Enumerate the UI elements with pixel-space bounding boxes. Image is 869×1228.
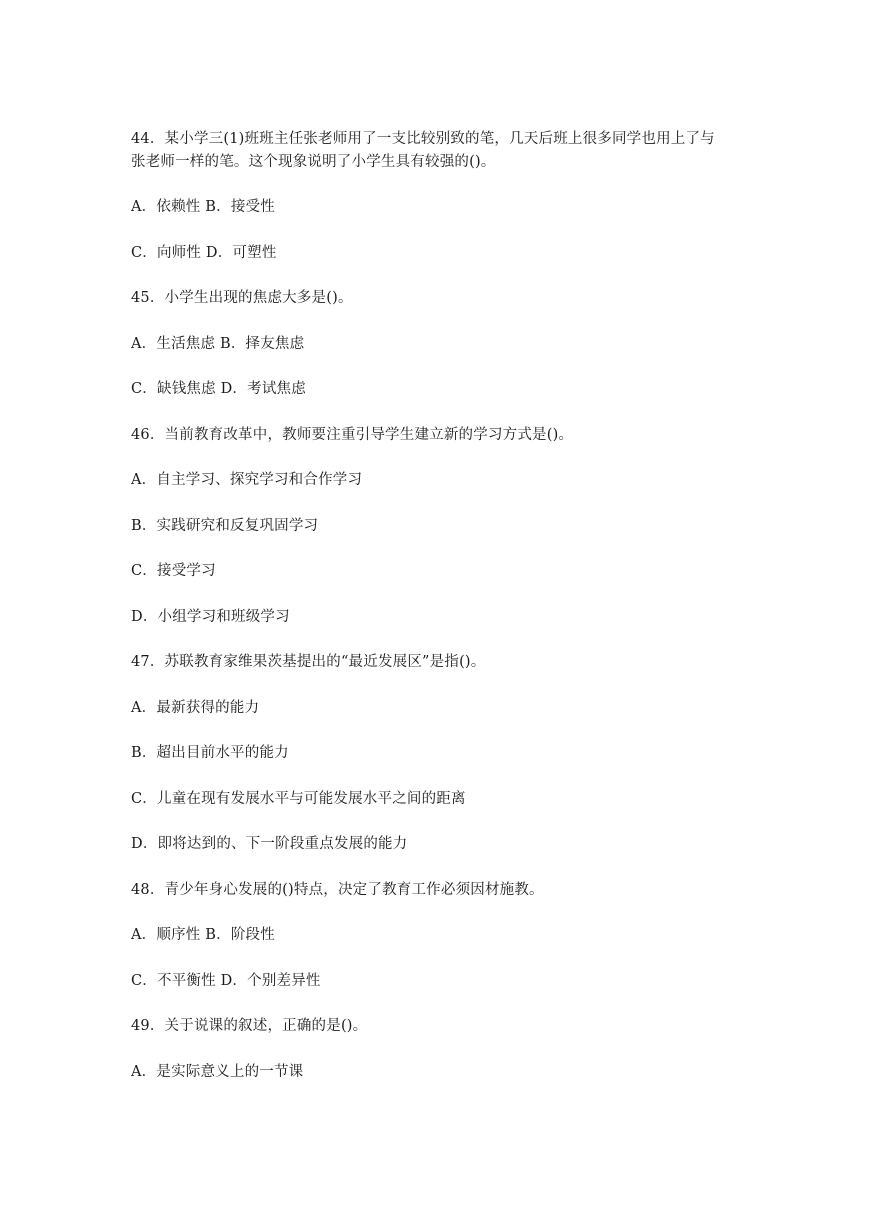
question-46-option-a: A．自主学习、探究学习和合作学习 xyxy=(131,472,363,488)
question-44-text-line-1: 44．某小学三(1)班班主任张老师用了一支比较别致的笔，几天后班上很多同学也用上了与 xyxy=(131,131,715,147)
question-48-options-cd: C．不平衡性 D．个别差异性 xyxy=(131,973,321,989)
question-46-option-d: D．小组学习和班级学习 xyxy=(131,609,290,625)
question-47-option-b: B．超出目前水平的能力 xyxy=(131,745,289,761)
question-44-options-cd: C．向师性 D．可塑性 xyxy=(131,245,277,261)
question-44-options-ab: A．依赖性 B．接受性 xyxy=(131,199,275,215)
question-46-option-c: C．接受学习 xyxy=(131,563,216,579)
question-45-text: 45．小学生出现的焦虑大多是()。 xyxy=(131,290,353,306)
question-44-text-line-2: 张老师一样的笔。这个现象说明了小学生具有较强的()。 xyxy=(131,154,496,170)
question-47-text: 47．苏联教育家维果茨基提出的“最近发展区”是指()。 xyxy=(131,654,486,670)
question-46-option-b: B．实践研究和反复巩固学习 xyxy=(131,518,319,534)
question-48-text: 48．青少年身心发展的()特点，决定了教育工作必须因材施教。 xyxy=(131,882,544,898)
question-49-option-a: A．是实际意义上的一节课 xyxy=(131,1064,304,1080)
question-45-options-ab: A．生活焦虑 B．择友焦虑 xyxy=(131,336,305,352)
question-47-option-c: C．儿童在现有发展水平与可能发展水平之间的距离 xyxy=(131,791,466,807)
question-49-text: 49．关于说课的叙述，正确的是()。 xyxy=(131,1018,368,1034)
question-46-text: 46．当前教育改革中，教师要注重引导学生建立新的学习方式是()。 xyxy=(131,427,574,443)
question-47-option-a: A．最新获得的能力 xyxy=(131,700,260,716)
question-45-options-cd: C．缺钱焦虑 D．考试焦虑 xyxy=(131,381,306,397)
question-48-options-ab: A．顺序性 B．阶段性 xyxy=(131,927,275,943)
question-47-option-d: D．即将达到的、下一阶段重点发展的能力 xyxy=(131,836,408,852)
